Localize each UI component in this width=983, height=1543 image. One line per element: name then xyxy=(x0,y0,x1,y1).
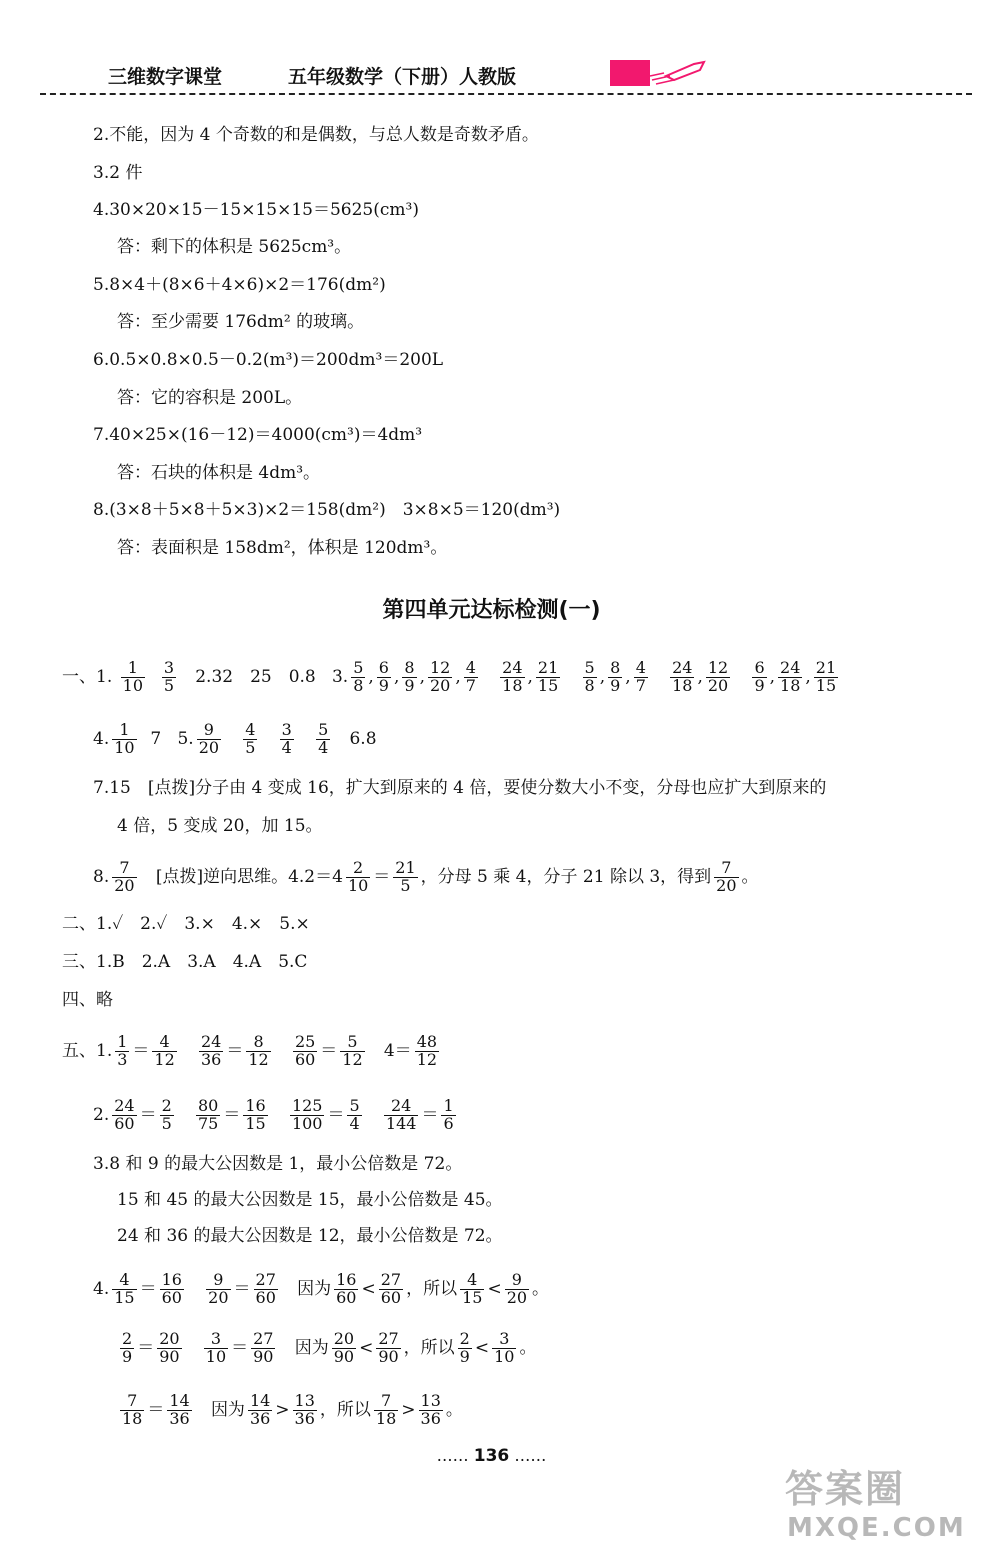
fraction: $\frac{2}{9}$ xyxy=(122,1329,133,1366)
fraction: $\frac{21}{15}$ xyxy=(537,658,559,695)
fraction: $\frac{80}{75}$ xyxy=(198,1096,219,1133)
answer-line: 4.30×20×15－15×15×15＝5625(cm³) xyxy=(93,200,419,220)
fraction: $\frac{7}{18}$ xyxy=(375,1391,397,1428)
part1-row2 xyxy=(93,722,377,757)
answer-line: 6.0.5×0.8×0.5－0.2(m³)＝200dm³＝200L xyxy=(93,350,444,370)
fraction: $\frac{4}{7}$ xyxy=(635,658,646,695)
fraction: $\frac{4}{12}$ xyxy=(154,1032,175,1069)
answer-line: 5.8×4＋(8×6＋4×6)×2＝176(dm²) xyxy=(93,275,386,295)
answer-line: 2.不能，因为 4 个奇数的和是偶数，与总人数是奇数矛盾。 xyxy=(93,125,539,145)
header-left-title: 三维数字课堂 xyxy=(108,66,223,88)
fraction: $\frac{1}{10}$ xyxy=(122,658,143,695)
part5-row1: 五、1. $\frac{1}{3}$ ＝ $\frac{4}{12}$ $\frac{24}{36}$ ＝ $\frac{8}{12}$ $\frac{25}{60}$ ＝ $\frac{5}{12}$ 4＝ $\frac{48}{12}$ xyxy=(62,1032,438,1069)
question-number: 4. xyxy=(93,728,110,749)
fraction: $\frac{7}{18}$ xyxy=(122,1391,143,1428)
answer-line: 8.(3×8＋5×8＋5×3)×2＝158(dm²) 3×8×5＝120(dm³) xyxy=(93,500,561,520)
part5-q4-row2: $\frac{2}{9}$ ＝ $\frac{20}{90}$ $\frac{3}{10}$ ＝ $\frac{27}{90}$ 因为 $\frac{20}{90}$ < $\frac{27}{90}$ ，所以 $\frac{2}{9}$ < $\frac{3}{10}$ 。 xyxy=(122,1329,537,1366)
fraction: $\frac{3}{10}$ xyxy=(494,1329,515,1366)
q8-hint: [点拨]逆向思维。4.2＝4 xyxy=(155,866,343,887)
question-number: 5. xyxy=(177,728,194,749)
period: 。 xyxy=(445,1399,463,1420)
part2-answers: 二、1.✓ 2.✓ 3.× 4.× 5.× xyxy=(62,914,310,934)
fraction: $\frac{24}{18}$ xyxy=(502,658,523,695)
fraction: $\frac{8}{9}$ xyxy=(404,658,415,695)
fraction: $\frac{25}{60}$ xyxy=(294,1032,316,1069)
part1-row1: 一、1. $\frac{1}{10}$ $\frac{3}{5}$ 2.32 25 0.8 3. $\frac{5}{8}$ , $\frac{6}{9}$ , $\frac{8}{9}$ , $\frac{12}{20}$ , $\frac{4}{7}$ $\frac{24}{18}$ , $\frac{21}{15}$ $\frac{5}{8}$ , $\frac{8}{9}$ , $\frac{4}{7}$ $\frac{24}{18}$ , $\frac{12}{20}$ $\frac{6}{9}$ , $\frac{24}{18}$ , $\frac{21}{15}$ xyxy=(62,658,837,695)
fraction: $\frac{48}{12}$ xyxy=(416,1032,438,1069)
part-label: 一、 xyxy=(62,666,96,687)
fraction: $\frac{5}{4}$ xyxy=(318,720,329,757)
fraction: $\frac{13}{36}$ xyxy=(294,1391,315,1428)
question-number: 8. xyxy=(93,866,110,887)
fraction: $\frac{21}{15}$ xyxy=(815,658,837,695)
part-label: 五、 xyxy=(62,1040,96,1061)
section-title: 第四单元达标检测(一) xyxy=(382,598,601,623)
answer-line: 答：剩下的体积是 5625cm³。 xyxy=(117,237,352,257)
fraction: $\frac{21}{5}$ xyxy=(395,858,416,895)
fraction: $\frac{4}{5}$ xyxy=(245,720,256,757)
fraction: $\frac{20}{90}$ xyxy=(333,1329,355,1366)
fraction: $\frac{2}{9}$ xyxy=(459,1329,470,1366)
because-text: 因为 xyxy=(294,1337,329,1358)
watermark xyxy=(785,1458,966,1543)
because-text: 因为 xyxy=(297,1278,332,1299)
part5-row2: 2. $\frac{24}{60}$ ＝ $\frac{2}{5}$ $\frac{80}{75}$ ＝ $\frac{16}{15}$ $\frac{125}{100}$ ＝ $\frac{5}{4}$ $\frac{24}{144}$ ＝ $\frac{1}{6}$ xyxy=(93,1096,454,1133)
fraction: $\frac{4}{15}$ xyxy=(462,1270,483,1307)
fraction: $\frac{27}{90}$ xyxy=(253,1329,274,1366)
fraction: $\frac{1}{3}$ xyxy=(117,1032,128,1069)
answer-line: 答：它的容积是 200L。 xyxy=(117,388,303,408)
fraction: $\frac{16}{60}$ xyxy=(336,1270,357,1307)
page-dots: …… xyxy=(514,1446,547,1465)
fraction: $\frac{8}{9}$ xyxy=(610,658,621,695)
answer-line: 7.40×25×(16－12)＝4000(cm³)＝4dm³ xyxy=(93,425,423,445)
header-accent-box xyxy=(610,60,650,86)
question-number: 1. xyxy=(96,666,113,687)
fraction: $\frac{24}{60}$ xyxy=(114,1096,135,1133)
page-dots: …… xyxy=(436,1446,469,1465)
q3-line1: 3.8 和 9 的最大公因数是 1，最小公倍数是 72。 xyxy=(93,1154,463,1174)
part3-answers: 三、1.B 2.A 3.A 4.A 5.C xyxy=(62,952,308,972)
q7-line2: 4 倍，5 变成 20，加 15。 xyxy=(117,816,323,836)
fraction: $\frac{3}{4}$ xyxy=(281,720,292,757)
answer-line: 答：表面积是 158dm²，体积是 120dm³。 xyxy=(117,538,448,558)
fraction: $\frac{5}{12}$ xyxy=(342,1032,363,1069)
header-divider xyxy=(40,93,972,95)
part5-q4-row1: 4. $\frac{4}{15}$ ＝ $\frac{16}{60}$ $\frac{9}{20}$ ＝ $\frac{27}{60}$ 因为 $\frac{16}{60}$ < $\frac{27}{60}$ ，所以 $\frac{4}{15}$ < $\frac{9}{20}$ 。 xyxy=(93,1270,550,1307)
fraction: $\frac{14}{36}$ xyxy=(169,1391,190,1428)
fraction: $\frac{9}{20}$ xyxy=(208,1270,229,1307)
fraction: $\frac{1}{6}$ xyxy=(443,1096,454,1133)
fraction: $\frac{27}{60}$ xyxy=(380,1270,402,1307)
fraction: $\frac{12}{20}$ xyxy=(707,658,729,695)
q2-answer: 2.32 25 0.8 xyxy=(195,666,316,687)
fraction: $\frac{14}{36}$ xyxy=(249,1391,271,1428)
fraction: $\frac{9}{20}$ xyxy=(506,1270,528,1307)
header-book-title: 五年级数学（下册）人教版 xyxy=(288,66,517,88)
part4-answers: 四、略 xyxy=(62,990,113,1010)
fraction: $\frac{9}{20}$ xyxy=(198,720,220,757)
fraction: $\frac{24}{144}$ xyxy=(385,1096,417,1133)
fraction: $\frac{6}{9}$ xyxy=(378,658,389,695)
fraction: $\frac{8}{12}$ xyxy=(248,1032,269,1069)
period: 。 xyxy=(741,866,759,887)
fraction: $\frac{5}{4}$ xyxy=(349,1096,360,1133)
fraction: $\frac{16}{60}$ xyxy=(161,1270,182,1307)
fraction: $\frac{125}{100}$ xyxy=(291,1096,323,1133)
fraction: $\frac{3}{5}$ xyxy=(163,658,174,695)
period: 。 xyxy=(532,1278,550,1299)
q8-line: 8. $\frac{7}{20}$ [点拨]逆向思维。4.2＝4 $\frac{2}{10}$ ＝ $\frac{21}{5}$ ，分母 5 乘 4，分子 21 除以 3，得到 $\frac{7}{20}$ 。 xyxy=(93,858,759,895)
fraction: $\frac{4}{15}$ xyxy=(114,1270,135,1307)
answer-line: 答：至少需要 176dm² 的玻璃。 xyxy=(117,312,365,332)
fraction: $\frac{7}{20}$ xyxy=(716,858,737,895)
fraction: $\frac{5}{8}$ xyxy=(353,658,364,695)
fraction: $\frac{2}{5}$ xyxy=(161,1096,172,1133)
fraction: $\frac{12}{20}$ xyxy=(429,658,451,695)
answer-line: 3.2 件 xyxy=(93,163,143,183)
rocket-icon xyxy=(648,58,710,88)
fraction: $\frac{4}{7}$ xyxy=(465,658,476,695)
fraction: $\frac{16}{15}$ xyxy=(245,1096,266,1133)
so-text: ，所以 xyxy=(406,1278,458,1299)
fraction: $\frac{24}{18}$ xyxy=(672,658,693,695)
so-text: ，所以 xyxy=(403,1337,455,1358)
fraction: $\frac{1}{10}$ xyxy=(114,720,135,757)
fraction: $\frac{7}{20}$ xyxy=(114,858,135,895)
q8-hint-cont: ，分母 5 乘 4，分子 21 除以 3，得到 xyxy=(420,866,712,887)
fraction: $\frac{27}{60}$ xyxy=(255,1270,276,1307)
q3-line3: 24 和 36 的最大公因数是 12，最小公倍数是 72。 xyxy=(117,1226,503,1246)
part5-q4-row3: $\frac{7}{18}$ ＝ $\frac{14}{36}$ 因为 $\frac{14}{36}$ > $\frac{13}{36}$ ，所以 $\frac{7}{18}$ > $\frac{13}{36}$ 。 xyxy=(122,1391,463,1428)
question-number: 3. xyxy=(331,666,349,687)
q6-answer: 6.8 xyxy=(349,728,377,749)
q3-line2: 15 和 45 的最大公因数是 15，最小公倍数是 45。 xyxy=(117,1190,503,1210)
fraction: $\frac{3}{10}$ xyxy=(205,1329,227,1366)
q4-answer: 7 xyxy=(150,728,162,749)
answer-line: 答：石块的体积是 4dm³。 xyxy=(117,463,321,483)
watermark-url: MXQE.COM xyxy=(787,1513,966,1543)
fraction: $\frac{24}{18}$ xyxy=(780,658,801,695)
fraction: $\frac{5}{8}$ xyxy=(584,658,595,695)
fraction: $\frac{6}{9}$ xyxy=(754,658,765,695)
so-text: ，所以 xyxy=(319,1399,371,1420)
fraction: $\frac{27}{90}$ xyxy=(378,1329,399,1366)
fraction: $\frac{13}{36}$ xyxy=(420,1391,441,1428)
page-number-value: 136 xyxy=(473,1446,510,1466)
fraction: $\frac{20}{90}$ xyxy=(159,1329,180,1366)
q7-line1: 7.15 [点拨]分子由 4 变成 16，扩大到原来的 4 倍，要使分数大小不变，分母也应扩大到原来的 xyxy=(93,778,827,798)
period: 。 xyxy=(519,1337,537,1358)
because-text: 因为 xyxy=(210,1399,245,1420)
fraction: $\frac{2}{10}$ xyxy=(347,858,369,895)
fraction: $\frac{24}{36}$ xyxy=(201,1032,222,1069)
watermark-logo: 答案圈 xyxy=(785,1467,906,1511)
